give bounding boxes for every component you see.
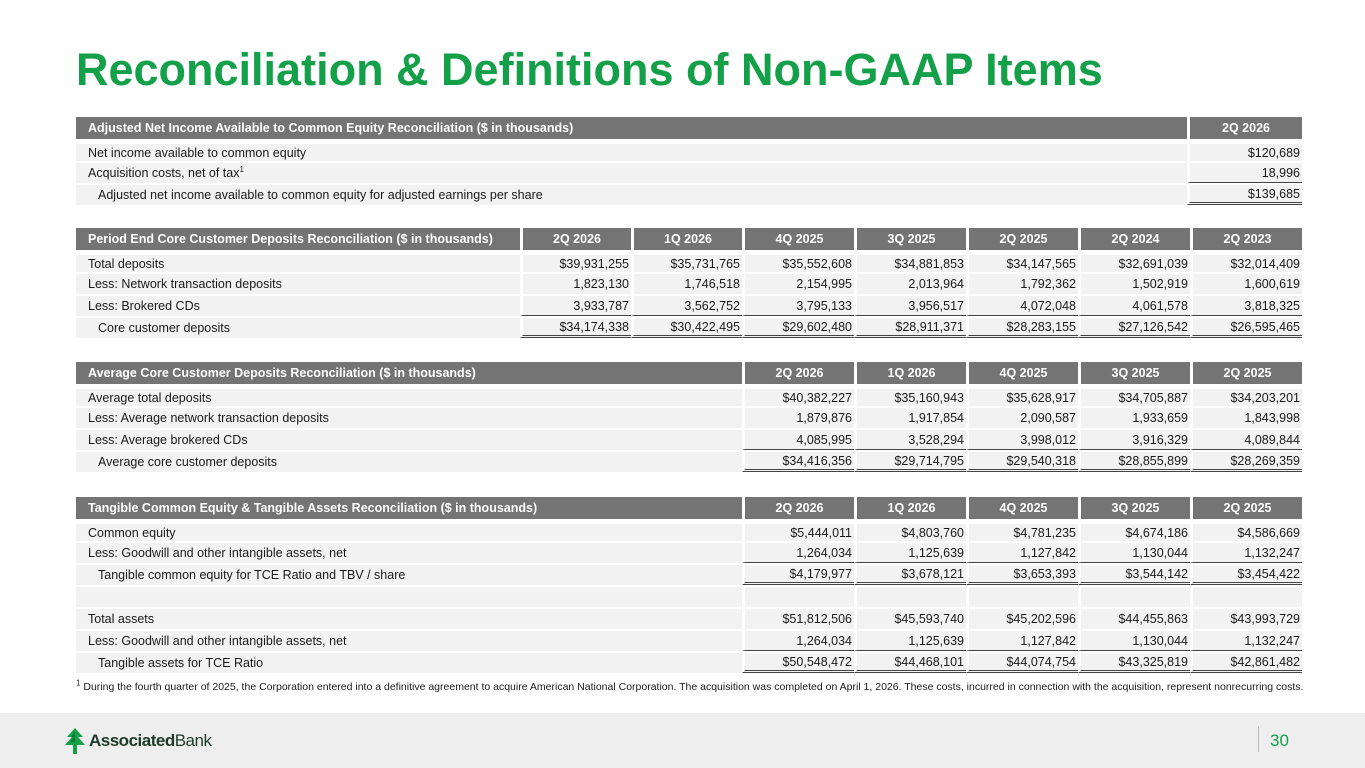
- column-header: 2Q 2026: [742, 362, 854, 384]
- cell-value: $120,689: [1187, 139, 1302, 161]
- cell-value: 1,130,044: [1078, 541, 1190, 563]
- row-label: Average total deposits: [76, 384, 742, 406]
- cell-value: 3,818,325: [1190, 294, 1302, 316]
- cell-value: $34,147,565: [966, 250, 1078, 272]
- table-row: [76, 607, 1302, 629]
- column-header: 2Q 2026: [742, 497, 854, 519]
- row-label: Less: Average brokered CDs: [76, 428, 742, 450]
- cell-value: $34,203,201: [1190, 384, 1302, 406]
- average-core-deposits-table: [76, 362, 1302, 472]
- empty-cell: [966, 585, 1078, 607]
- tree-logo-icon: [64, 728, 86, 754]
- cell-value: $45,202,596: [966, 607, 1078, 629]
- cell-value: 3,916,329: [1078, 428, 1190, 450]
- footnote: [76, 680, 1306, 694]
- row-label: Average core customer deposits: [76, 450, 742, 472]
- cell-value: $35,552,608: [742, 250, 854, 272]
- cell-value: 1,132,247: [1190, 629, 1302, 651]
- table-header-row: [76, 117, 1302, 139]
- table-row: [76, 519, 1302, 541]
- cell-value: $40,382,227: [742, 384, 854, 406]
- period-end-core-deposits-table: [76, 228, 1302, 338]
- cell-value: $3,678,121: [854, 563, 966, 585]
- cell-value: 2,154,995: [742, 272, 854, 294]
- cell-value: 2,013,964: [854, 272, 966, 294]
- empty-cell: [1190, 585, 1302, 607]
- table-row: [76, 161, 1302, 183]
- footer-divider: [1258, 726, 1259, 752]
- table-row: [76, 450, 1302, 472]
- cell-value: 3,562,752: [631, 294, 742, 316]
- row-label: Core customer deposits: [76, 316, 520, 338]
- column-header: 3Q 2025: [1078, 362, 1190, 384]
- column-header: 3Q 2025: [854, 228, 966, 250]
- cell-value: 1,917,854: [854, 406, 966, 428]
- empty-cell: [742, 585, 854, 607]
- table-title: Average Core Customer Deposits Reconciliation ($ in thousands): [76, 362, 742, 384]
- cell-value: 1,746,518: [631, 272, 742, 294]
- cell-value: $30,422,495: [631, 316, 742, 338]
- company-logo: [64, 727, 211, 755]
- cell-value: 4,085,995: [742, 428, 854, 450]
- cell-value: 1,502,919: [1078, 272, 1190, 294]
- cell-value: $44,074,754: [966, 651, 1078, 673]
- cell-value: $51,812,506: [742, 607, 854, 629]
- column-header: 2Q 2026: [1187, 117, 1302, 139]
- column-header: 2Q 2026: [520, 228, 631, 250]
- spacer-row: [76, 585, 1302, 607]
- column-header: 2Q 2025: [966, 228, 1078, 250]
- cell-value: $4,781,235: [966, 519, 1078, 541]
- row-label: Common equity: [76, 519, 742, 541]
- cell-value: 1,130,044: [1078, 629, 1190, 651]
- footnote-marker: 1: [239, 164, 244, 174]
- cell-value: $39,931,255: [520, 250, 631, 272]
- cell-value: $4,803,760: [854, 519, 966, 541]
- cell-value: $28,283,155: [966, 316, 1078, 338]
- table-header-row: [76, 497, 1302, 519]
- row-label: Tangible common equity for TCE Ratio and TBV / share: [76, 563, 742, 585]
- cell-value: 1,823,130: [520, 272, 631, 294]
- table-row: [76, 541, 1302, 563]
- cell-value: 1,132,247: [1190, 541, 1302, 563]
- cell-value: $45,593,740: [854, 607, 966, 629]
- cell-value: $50,548,472: [742, 651, 854, 673]
- row-label: Total deposits: [76, 250, 520, 272]
- row-label: Acquisition costs, net of tax$^1$: [76, 161, 1187, 183]
- cell-value: 1,879,876: [742, 406, 854, 428]
- cell-value: $4,674,186: [1078, 519, 1190, 541]
- cell-value: 18,996: [1187, 161, 1302, 183]
- cell-value: $34,881,853: [854, 250, 966, 272]
- cell-value: $27,126,542: [1078, 316, 1190, 338]
- cell-value: 1,127,842: [966, 629, 1078, 651]
- cell-value: $43,325,819: [1078, 651, 1190, 673]
- column-header: 4Q 2025: [742, 228, 854, 250]
- table-row: [76, 294, 1302, 316]
- empty-cell: [854, 585, 966, 607]
- cell-value: $29,602,480: [742, 316, 854, 338]
- row-label: Net income available to common equity: [76, 139, 1187, 161]
- row-label: Less: Goodwill and other intangible assets, net: [76, 629, 742, 651]
- adjusted-net-income-table: [76, 117, 1302, 205]
- cell-value: $34,705,887: [1078, 384, 1190, 406]
- cell-value: 1,264,034: [742, 629, 854, 651]
- table-row: [76, 272, 1302, 294]
- cell-value: 3,528,294: [854, 428, 966, 450]
- cell-value: 1,843,998: [1190, 406, 1302, 428]
- table-title: Tangible Common Equity & Tangible Assets Reconciliation ($ in thousands): [76, 497, 742, 519]
- table-header-row: [76, 362, 1302, 384]
- cell-value: 1,125,639: [854, 541, 966, 563]
- table-row: [76, 428, 1302, 450]
- cell-value: $5,444,011: [742, 519, 854, 541]
- column-header: 1Q 2026: [631, 228, 742, 250]
- cell-value: $35,628,917: [966, 384, 1078, 406]
- table-title: Period End Core Customer Deposits Reconciliation ($ in thousands): [76, 228, 520, 250]
- table-row: [76, 250, 1302, 272]
- cell-value: 3,933,787: [520, 294, 631, 316]
- cell-value: $35,731,765: [631, 250, 742, 272]
- cell-value: 1,933,659: [1078, 406, 1190, 428]
- cell-value: $29,540,318: [966, 450, 1078, 472]
- cell-value: $4,586,669: [1190, 519, 1302, 541]
- table-row: [76, 563, 1302, 585]
- cell-value: $44,455,863: [1078, 607, 1190, 629]
- column-header: 2Q 2023: [1190, 228, 1302, 250]
- row-label: Total assets: [76, 607, 742, 629]
- cell-value: $139,685: [1187, 183, 1302, 205]
- cell-value: $26,595,465: [1190, 316, 1302, 338]
- row-label: Tangible assets for TCE Ratio: [76, 651, 742, 673]
- cell-value: $29,714,795: [854, 450, 966, 472]
- cell-value: $3,454,422: [1190, 563, 1302, 585]
- table-header-row: [76, 228, 1302, 250]
- page-title: Reconciliation & Definitions of Non-GAAP Items: [76, 44, 1103, 95]
- table-row: [76, 651, 1302, 673]
- cell-value: $4,179,977: [742, 563, 854, 585]
- cell-value: $44,468,101: [854, 651, 966, 673]
- row-label: Adjusted net income available to common equity for adjusted earnings per share: [76, 183, 1187, 205]
- cell-value: $28,911,371: [854, 316, 966, 338]
- table-title: Adjusted Net Income Available to Common Equity Reconciliation ($ in thousands): [76, 117, 1187, 139]
- cell-value: 1,127,842: [966, 541, 1078, 563]
- cell-value: 1,792,362: [966, 272, 1078, 294]
- table-row: [76, 316, 1302, 338]
- row-label: Less: Network transaction deposits: [76, 272, 520, 294]
- cell-value: $35,160,943: [854, 384, 966, 406]
- cell-value: 4,072,048: [966, 294, 1078, 316]
- table-row: [76, 629, 1302, 651]
- column-header: 1Q 2026: [854, 497, 966, 519]
- cell-value: $43,993,729: [1190, 607, 1302, 629]
- column-header: 4Q 2025: [966, 362, 1078, 384]
- cell-value: 2,090,587: [966, 406, 1078, 428]
- row-label: Less: Average network transaction deposits: [76, 406, 742, 428]
- cell-value: 4,061,578: [1078, 294, 1190, 316]
- table-row: [76, 183, 1302, 205]
- row-label: Less: Goodwill and other intangible assets, net: [76, 541, 742, 563]
- cell-value: $32,014,409: [1190, 250, 1302, 272]
- tangible-equity-assets-table: [76, 497, 1302, 673]
- table-row: [76, 384, 1302, 406]
- cell-value: 3,795,133: [742, 294, 854, 316]
- cell-value: $34,416,356: [742, 450, 854, 472]
- column-header: 2Q 2024: [1078, 228, 1190, 250]
- footnote-marker: 1: [76, 678, 81, 688]
- logo-wordmark: AssociatedBank: [89, 731, 212, 750]
- cell-value: 3,956,517: [854, 294, 966, 316]
- cell-value: $28,269,359: [1190, 450, 1302, 472]
- empty-cell: [1078, 585, 1190, 607]
- table-row: [76, 139, 1302, 161]
- cell-value: $28,855,899: [1078, 450, 1190, 472]
- cell-value: $3,544,142: [1078, 563, 1190, 585]
- cell-value: $42,861,482: [1190, 651, 1302, 673]
- footnote-text: During the fourth quarter of 2025, the Corporation entered into a definitive agreement to acquire American National Corporation. The acquisition was completed on April 1, 2026. These costs, incurred in connection with the acquisition, represent nonrecurring costs.: [83, 681, 1304, 693]
- row-label: Less: Brokered CDs: [76, 294, 520, 316]
- cell-value: 1,600,619: [1190, 272, 1302, 294]
- empty-cell: [76, 585, 742, 607]
- cell-value: 3,998,012: [966, 428, 1078, 450]
- column-header: 2Q 2025: [1190, 362, 1302, 384]
- cell-value: $34,174,338: [520, 316, 631, 338]
- table-row: [76, 406, 1302, 428]
- cell-value: $3,653,393: [966, 563, 1078, 585]
- column-header: 3Q 2025: [1078, 497, 1190, 519]
- cell-value: 1,264,034: [742, 541, 854, 563]
- cell-value: 1,125,639: [854, 629, 966, 651]
- cell-value: 4,089,844: [1190, 428, 1302, 450]
- cell-value: $32,691,039: [1078, 250, 1190, 272]
- column-header: 4Q 2025: [966, 497, 1078, 519]
- column-header: 2Q 2025: [1190, 497, 1302, 519]
- column-header: 1Q 2026: [854, 362, 966, 384]
- page-number: 30: [1270, 731, 1289, 750]
